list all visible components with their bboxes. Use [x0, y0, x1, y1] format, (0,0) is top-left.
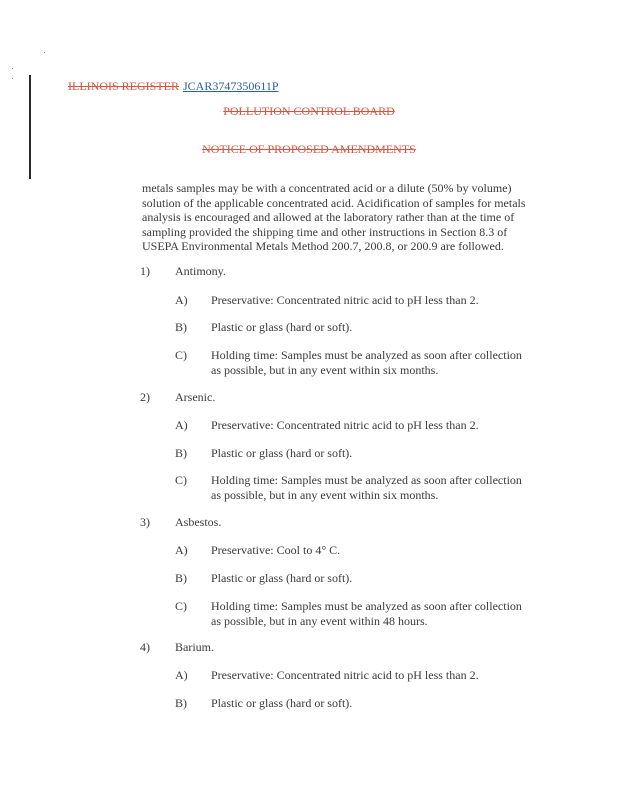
sub-item-text: Preservative: Concentrated nitric acid to pH less than 2.	[211, 668, 479, 682]
notice-header: NOTICE OF PROPOSED AMENDMENTS	[202, 142, 416, 156]
scan-speck	[44, 52, 45, 53]
sub-item-text: Preservative: Concentrated nitric acid to pH less than 2.	[211, 418, 479, 432]
revision-change-bar	[29, 75, 31, 179]
register-header	[68, 79, 279, 93]
item-title: Arsenic.	[175, 390, 216, 404]
item-number: 3)	[140, 515, 150, 529]
item-number: 4)	[140, 640, 150, 654]
board-header: POLLUTION CONTROL BOARD	[223, 104, 395, 118]
sub-item-letter: A)	[175, 418, 188, 432]
sub-item-text: Holding time: Samples must be analyzed as soon after collection as possible, but in any event within 48 hours.	[211, 599, 522, 628]
item-title: Antimony.	[175, 264, 226, 278]
sub-item-letter: C)	[175, 599, 187, 613]
sub-item-letter: C)	[175, 473, 187, 487]
register-inserted-text: JCAR3747350611P	[183, 79, 279, 93]
sub-item-text: Plastic or glass (hard or soft).	[211, 696, 353, 710]
sub-item-text: Plastic or glass (hard or soft).	[211, 571, 353, 585]
scan-speck	[12, 78, 13, 79]
sub-item-letter: A)	[175, 543, 188, 557]
sub-item-text: Plastic or glass (hard or soft).	[211, 320, 353, 334]
sub-item-text: Plastic or glass (hard or soft).	[211, 446, 353, 460]
sub-item-letter: B)	[175, 571, 187, 585]
item-number: 1)	[140, 264, 150, 278]
sub-item-letter: C)	[175, 348, 187, 362]
sub-item-letter: B)	[175, 446, 187, 460]
item-title: Barium.	[175, 640, 214, 654]
sub-item-text: Holding time: Samples must be analyzed as soon after collection as possible, but in any event within six months.	[211, 473, 522, 502]
sub-item-letter: B)	[175, 696, 187, 710]
register-struck-text: ILLINOIS REGISTER	[68, 79, 179, 93]
sub-item-letter: B)	[175, 320, 187, 334]
intro-paragraph: metals samples may be with a concentrated acid or a dilute (50% by volume) solution of the applicable concentrated acid. Acidification of samples for metals analysis is encouraged and allowed at the laboratory rather than at the time of sampling provided the shipping time and other instructions in Section 8.3 of USEPA Environmental Metals Method 200.7, 200.8, or 200.9 are followed.	[142, 181, 526, 253]
sub-item-text: Preservative: Cool to 4° C.	[211, 543, 341, 557]
item-number: 2)	[140, 390, 150, 404]
scan-speck	[12, 68, 13, 69]
sub-item-text: Holding time: Samples must be analyzed as soon after collection as possible, but in any event within six months.	[211, 348, 522, 377]
sub-item-letter: A)	[175, 293, 188, 307]
item-title: Asbestos.	[175, 515, 222, 529]
sub-item-text: Preservative: Concentrated nitric acid to pH less than 2.	[211, 293, 479, 307]
sub-item-letter: A)	[175, 668, 188, 682]
